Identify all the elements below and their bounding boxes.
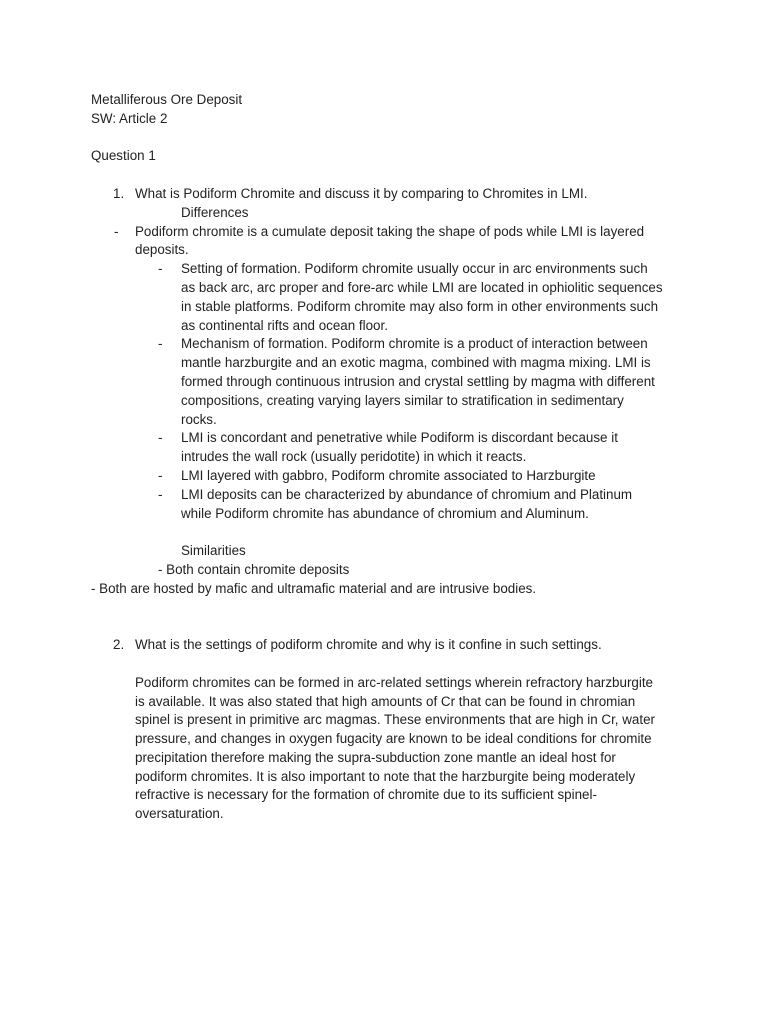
sub-point-line: in stable platforms. Podiform chromite may also form in other environments such — [181, 298, 659, 314]
answer-line: oversaturation. — [135, 806, 224, 822]
question-2 — [91, 636, 708, 655]
spacer — [91, 599, 708, 618]
document-subtitle: SW: Article 2 — [91, 110, 168, 126]
spacer — [91, 129, 708, 148]
answer-line: precipitation therefore making the supra-subduction zone mantle an ideal host for — [135, 749, 616, 765]
main-point-line-1: Podiform chromite is a cumulate deposit taking the shape of pods while LMI is layered — [135, 223, 645, 239]
similarity-item: - Both contain chromite deposits — [158, 561, 350, 577]
answer-line: is available. It was also stated that high amounts of Cr that can be found in chromian — [135, 693, 636, 709]
bullet-dash: - — [158, 486, 163, 502]
sub-point-line: LMI deposits can be characterized by abundance of chromium and Platinum — [181, 486, 633, 502]
question-1-number: 1. — [113, 185, 125, 201]
question-heading: Question 1 — [91, 148, 156, 164]
bullet-dash: - — [158, 336, 163, 352]
question-2-answer — [91, 674, 708, 824]
question-1 — [91, 185, 708, 204]
similarity-item: - Both are hosted by mafic and ultramafic material and are intrusive bodies. — [91, 580, 537, 596]
sub-point-line: Mechanism of formation. Podiform chromite is a product of interaction between — [181, 336, 648, 352]
answer-line: Podiform chromites can be formed in arc-related settings wherein refractory harzburgite — [135, 674, 653, 690]
spacer — [91, 617, 708, 636]
sub-point — [91, 335, 708, 429]
bullet-dash: - — [158, 261, 163, 277]
sub-point-line: rocks. — [181, 411, 217, 427]
sub-point-line: formed through continuous intrusion and crystal settling by magma with different — [181, 373, 655, 389]
spacer — [91, 166, 708, 185]
sub-point-line: as continental rifts and ocean floor. — [181, 317, 388, 333]
sub-point — [91, 467, 708, 486]
sub-point-line: LMI layered with gabbro, Podiform chromite associated to Harzburgite — [181, 467, 596, 483]
answer-line: podiform chromites. It is also important to note that the harzburgite being moderately — [135, 768, 636, 784]
sub-point-line: LMI is concordant and penetrative while Podiform is discordant because it — [181, 430, 618, 446]
main-point — [91, 223, 708, 242]
question-2-number: 2. — [113, 637, 125, 653]
differences-heading: Differences — [181, 204, 249, 220]
answer-line: refractive is necessary for the formation of chromite due to its sufficient spinel- — [135, 787, 597, 803]
bullet-dash: - — [158, 467, 163, 483]
sub-point — [91, 429, 708, 467]
sub-point-line: compositions, creating varying layers similar to stratification in sedimentary — [181, 392, 624, 408]
spacer — [91, 655, 708, 674]
sub-point-line: while Podiform chromite has abundance of chromium and Aluminum. — [181, 505, 589, 521]
answer-line: pressure, and changes in oxygen fugacity are known to be ideal conditions for chromite — [135, 731, 652, 747]
sub-point-line: as back arc, arc proper and fore-arc while LMI are located in ophiolitic sequences — [181, 279, 663, 295]
question-2-text: What is the settings of podiform chromite and why is it confine in such settings. — [135, 637, 602, 653]
main-point-line-2: deposits. — [135, 242, 189, 258]
sub-point — [91, 486, 708, 524]
question-1-text: What is Podiform Chromite and discuss it by comparing to Chromites in LMI. — [135, 185, 588, 201]
similarities-heading: Similarities — [181, 543, 246, 559]
spacer — [91, 523, 708, 542]
bullet-dash: - — [158, 430, 163, 446]
sub-point-line: mantle harzburgite and an exotic magma, combined with magma mixing. LMI is — [181, 355, 651, 371]
sub-point — [91, 260, 708, 335]
document-title: Metalliferous Ore Deposit — [91, 92, 243, 107]
sub-point-line: Setting of formation. Podiform chromite usually occur in arc environments such — [181, 261, 648, 277]
answer-line: spinel is present in primitive arc magmas. These environments that are high in Cr, water — [135, 712, 655, 728]
sub-point-line: intrudes the wall rock (usually peridotite) in which it reacts. — [181, 449, 527, 465]
bullet-dash: - — [114, 223, 119, 239]
sub-point-list — [91, 260, 708, 523]
